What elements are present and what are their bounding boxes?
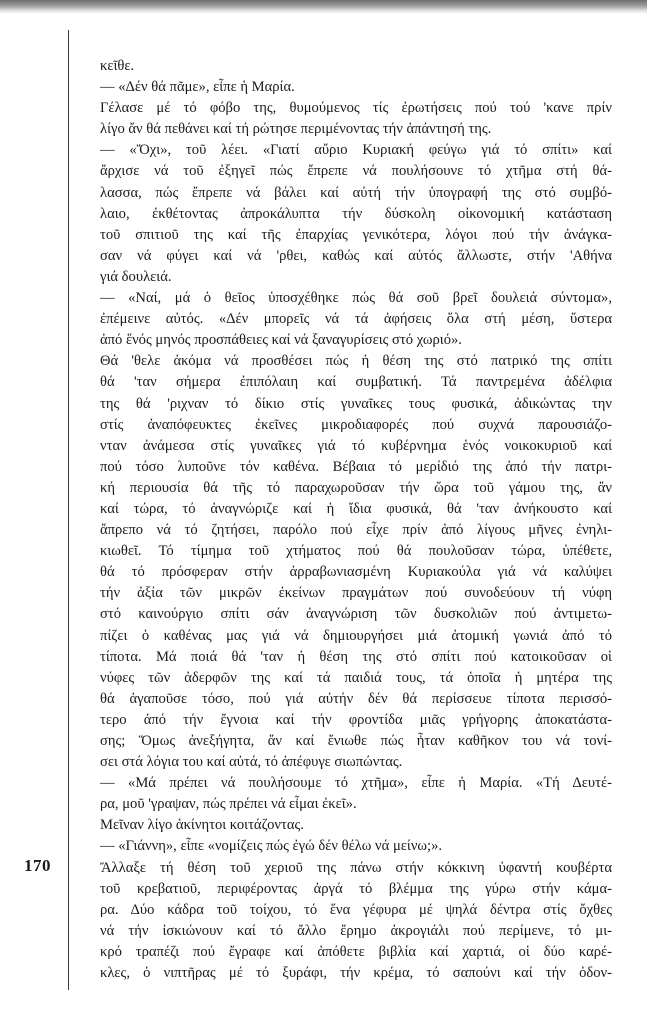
text-line: τοῦ σπιτιοῦ της καί τῆς ἐπαρχίας γενικότερα, λόγοι πού τήν ἀνάγκα- [100,226,612,243]
text-line: — «Μά πρέπει νά πουλήσουμε τό χτῆμα», εἶπε ἡ Μαρία. «Τή Δευτέ- [100,775,612,792]
text-line: — «Ναί, μά ὁ θεῖος ὑποσχέθηκε πώς θά σοῦ βρεῖ δουλειά σύντομα», [100,290,612,307]
text-line: πού τόσο λυποῦνε τόν καθένα. Βέβαια τό μερίδιό της ἀπό τήν πατρι- [100,458,612,475]
text-line: θά 'ταν σήμερα ἐπιπόλαιη καί συμβατική. Τά παντρεμένα ἀδέλφια [100,374,612,391]
text-line: ἐπέμεινε αὐτός. «Δέν μπορεῖς νά τά ἀφήσεις ὅλα στή μέση, ὕστερα [100,311,612,328]
text-line: σης; Ὅμως ἀνεξήγητα, ἄν καί ἔνιωθε πώς ἦταν καθῆκον του νά τονί- [100,733,612,749]
text-line: τερο ἀπό τήν ἔγνοια καί τήν φροντίδα μιᾶς γρήγορης ἀποκατάστα- [100,711,612,728]
text-line: λασσα, πώς ἔπρεπε νά βάλει καί αὐτή τήν ὑπογραφή της στό συμβό- [100,184,612,201]
text-line: λαιο, ἐκθέτοντας ἀπροκάλυπτα τήν δύσκολη οἰκονομική κατάσταση [100,205,612,222]
text-line: ἄρχισε νά τοῦ ἐξηγεῖ πώς ἔπρεπε νά πουλήσουνε τό χτῆμα στή θά- [100,163,612,180]
text-line: νύφες τῶν ἀδερφῶν της καί τά παιδιά τους, τά ὁποῖα ἡ μητέρα της [100,669,612,686]
text-line: σει στά λόγια του καί αὐτά, τό ἀπέφυγε σιωπώντας. [100,754,403,771]
text-line: — «Ὄχι», τοῦ λέει. «Γιατί αὔριο Κυριακή φεύγω γιά τό σπίτι» καί [100,142,612,159]
text-line: Θά 'θελε ἀκόμα νά προσθέσει πώς ἡ θέση της στό πατρικό της σπίτι [100,353,612,370]
scan-top-shadow [0,0,647,14]
text-line: λίγο ἄν θά πεθάνει καί τή ρώτησε περιμένοντας τήν ἀπάντησή της. [100,121,492,138]
margin-rule [68,30,69,990]
page-number: 170 [24,856,51,875]
text-line: θά ἀγαποῦσε τόσο, πού γιά αὐτήν δέν θά περίσσευε τίποτα περισσό- [100,690,612,707]
text-line: της θά 'ριχναν τό δίκιο στίς γυναῖκες τους φυσικά, ἀδικώντας την [100,395,612,412]
text-line: τίποτα. Μά ποιά θά 'ταν ἡ θέση της στό σπίτι πού κατοικοῦσαν οἱ [100,648,612,665]
text-line: κή περιουσία θά τῆς τό παραχωροῦσαν τήν ὥρα τοῦ γάμου της, ἄν [100,479,612,496]
text-line: νά τήν ἰσκιώνουν καί τό ἄλλο ἔρημο ἀκρογιάλι πού περίμενε, τό μι- [100,922,612,939]
text-line: Μεῖναν λίγο ἀκίνητοι κοιτάζοντας. [100,817,304,834]
text-line: ἀπό ἕνός μηνός προσπάθειες καί νά ξαναγυρίσεις στό χωριό». [100,332,462,349]
text-line: ρα. Δύο κάδρα τοῦ τοίχου, τό ἕνα γέφυρα μέ ψηλά δέντρα στίς ὄχθες [100,901,612,918]
body-text [100,56,612,984]
text-line: κιωθεῖ. Τό τίμημα τοῦ χτήματος πού θά πουλοῦσαν τώρα, ὑπέθετε, [100,543,612,560]
text-line: τήν ἀξία τῶν μικρῶν ἐκείνων πραγμάτων πού συνοδεύουν τή νύφη [100,585,612,602]
text-line: κλες, ὁ νιπτῆρας μέ τό ξυράφι, τήν κρέμα, τό σαπούνι καί τήν ὀδον- [100,965,612,982]
text-line: Γέλασε μέ τό φόβο της, θυμούμενος τίς ἐρωτήσεις πού τού 'κανε πρίν [100,100,612,117]
text-line: ρα, μοῦ 'γραψαν, πώς πρέπει νά εἶμαι ἐκεῖ». [100,796,357,813]
text-line: σαν νά φύγει καί νά 'ρθει, καθώς καί αὐτός ἄλλωστε, στήν 'Αθήνα [100,247,612,264]
text-line: τοῦ κρεβατιοῦ, περιφέροντας ἀργά τό βλέμμα της γύρω στήν κάμα- [100,880,612,897]
text-line: — «Γιάννη», εἶπε «νομίζεις πώς ἐγώ δέν θέλω νά μείνω;». [100,838,443,855]
text-line: ἄπρεπο νά τό ζητήσει, παρόλο πού εἶχε πρίν ἀπό λίγους μῆνες ἐνηλι- [100,522,612,539]
text-line: πίζει ὁ καθένας μας γιά νά δημιουργήσει μιά ἀτομική γωνιά ἀπό τό [100,627,612,644]
text-line: — «Δέν θά πᾶμε», εἶπε ἡ Μαρία. [100,79,295,96]
text-line: θά τό πρόσφεραν στήν ἀρραβωνιασμένη Κυριακούλα γιά νά καλύψει [100,564,612,581]
text-line: στίς ἀναπόφευκτες ἐκεῖνες μικροδιαφορές πού συχνά παρουσιάζο- [100,416,612,433]
text-line: κεῖθε. [100,58,135,74]
text-line: Ἄλλαξε τή θέση τοῦ χεριοῦ της πάνω στήν κόκκινη ὑφαντή κουβέρτα [100,859,612,876]
text-line: νταν ἀνάμεσα στίς γυναῖκες γιά τό κυβέρνημα ἑνός νοικοκυριοῦ καί [100,437,612,454]
text-line: γιά δουλειά. [100,268,172,285]
text-line: στό καινούργιο σπίτι σάν ἀναγνώριση τῶν δυσκολιῶν πού ἀντιμετω- [100,606,612,623]
text-line: καί τώρα, τό ἀναγνώριζε καί ἡ ἴδια φυσικά, θά 'ταν ἀνήκουστο καί [100,500,612,517]
text-line: κρό τραπέζι πού ἔγραφε καί ἀπόθετε βιβλία καί χαρτιά, οἱ δύο καρέ- [100,943,612,960]
